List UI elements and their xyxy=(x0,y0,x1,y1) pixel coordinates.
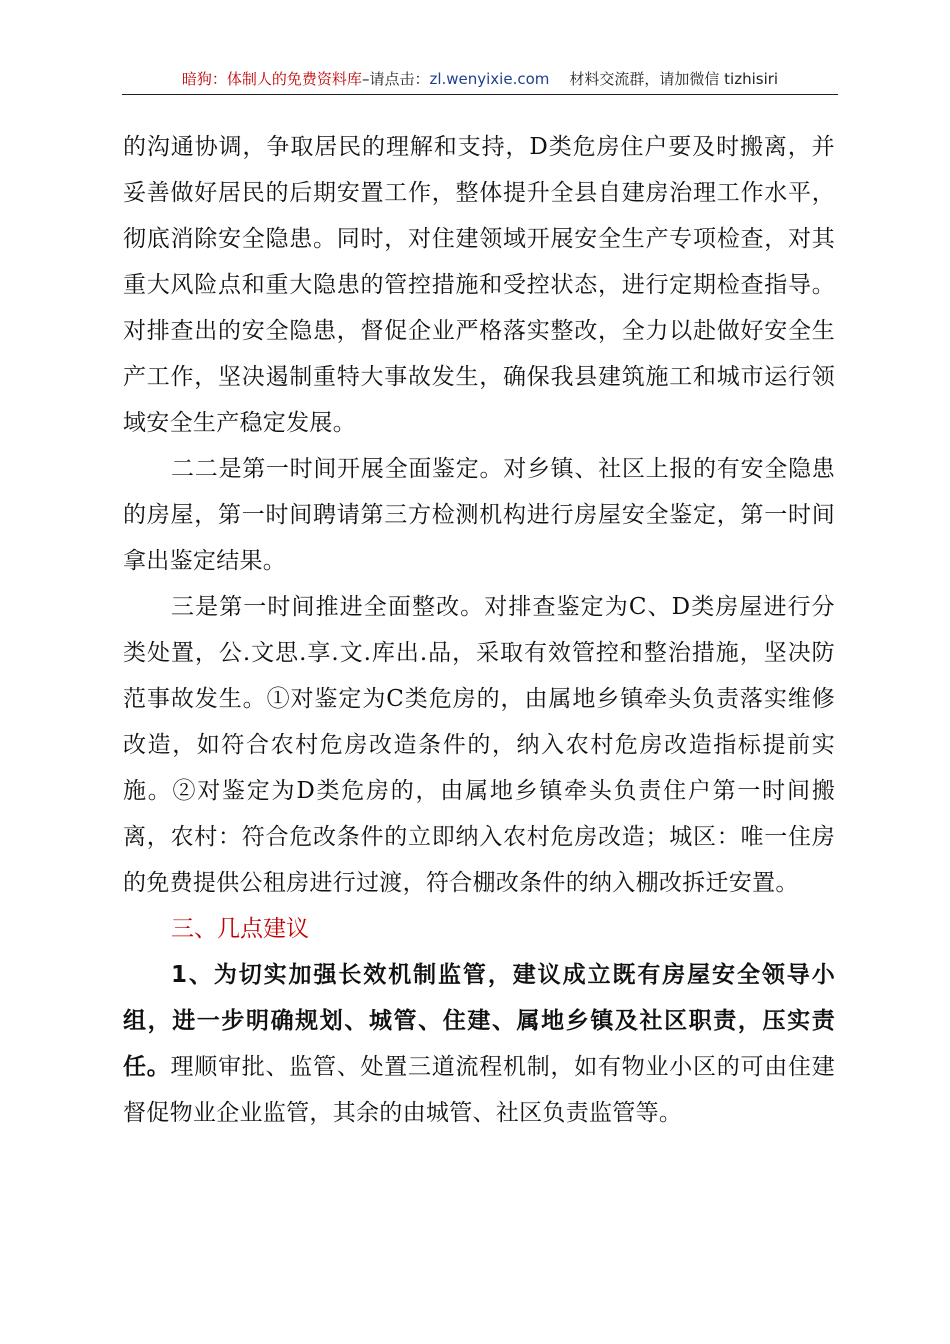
header-url-link[interactable]: zl.wenyixie.com xyxy=(429,70,550,88)
paragraph-suggestion-1 xyxy=(123,952,835,1136)
section-heading-suggestions: 三、几点建议 xyxy=(171,916,309,942)
paragraph-rectification: 三是第一时间推进全面整改。对排查鉴定为C、D类房屋进行分类处置，公.文思.享.文.库出.品，采取有效管控和整治措施，坚决防范事故发生。①对鉴定为C类危房的，由属地乡镇牵头负责落实维修改造，如符合农村危房改造条件的，纳入农村危房改造指标提前实施。②对鉴定为D类危房的，由属地乡镇牵头负责住户第一时间搬离，农村：符合危改条件的立即纳入农村危房改造；城区：唯一住房的免费提供公租房进行过渡，符合棚改条件的纳入棚改拆迁安置。 xyxy=(123,594,835,896)
suggestion-1-detail: 理顺审批、监管、处置三道流程机制，如有物业小区的可由住建督促物业企业监管，其余的由城管、社区负责监管等。 xyxy=(123,1054,835,1126)
suggestion-1-lead: 1、为切实加强长效机制监管，建议成立既有房屋安全领导小组，进一步明确规划、城管、住建、属地乡镇及社区职责，压实责任。 xyxy=(123,962,835,1080)
paragraph-continuation: 的沟通协调，争取居民的理解和支持，D类危房住户要及时搬离，并妥善做好居民的后期安置工作，整体提升全县自建房治理工作水平，彻底消除安全隐患。同时，对住建领域开展安全生产专项检查，对其重大风险点和重大隐患的管控措施和受控状态，进行定期检查指导。对排查出的安全隐患，督促企业严格落实整改，全力以赴做好安全生产工作，坚决遏制重特大事故发生，确保我县建筑施工和城市运行领域安全生产稳定发展。 xyxy=(123,134,835,436)
document-body xyxy=(123,124,835,1136)
page-header xyxy=(122,64,838,95)
header-promo: 暗狗：体制人的免费资料库 xyxy=(181,70,362,88)
header-click-prefix: –请点击： xyxy=(361,70,430,88)
paragraph-appraisal: 二二是第一时间开展全面鉴定。对乡镇、社区上报的有安全隐患的房屋，第一时间聘请第三方检测机构进行房屋安全鉴定，第一时间拿出鉴定结果。 xyxy=(123,456,835,574)
header-contact: 材料交流群，请加微信 tizhisiri xyxy=(569,70,779,88)
